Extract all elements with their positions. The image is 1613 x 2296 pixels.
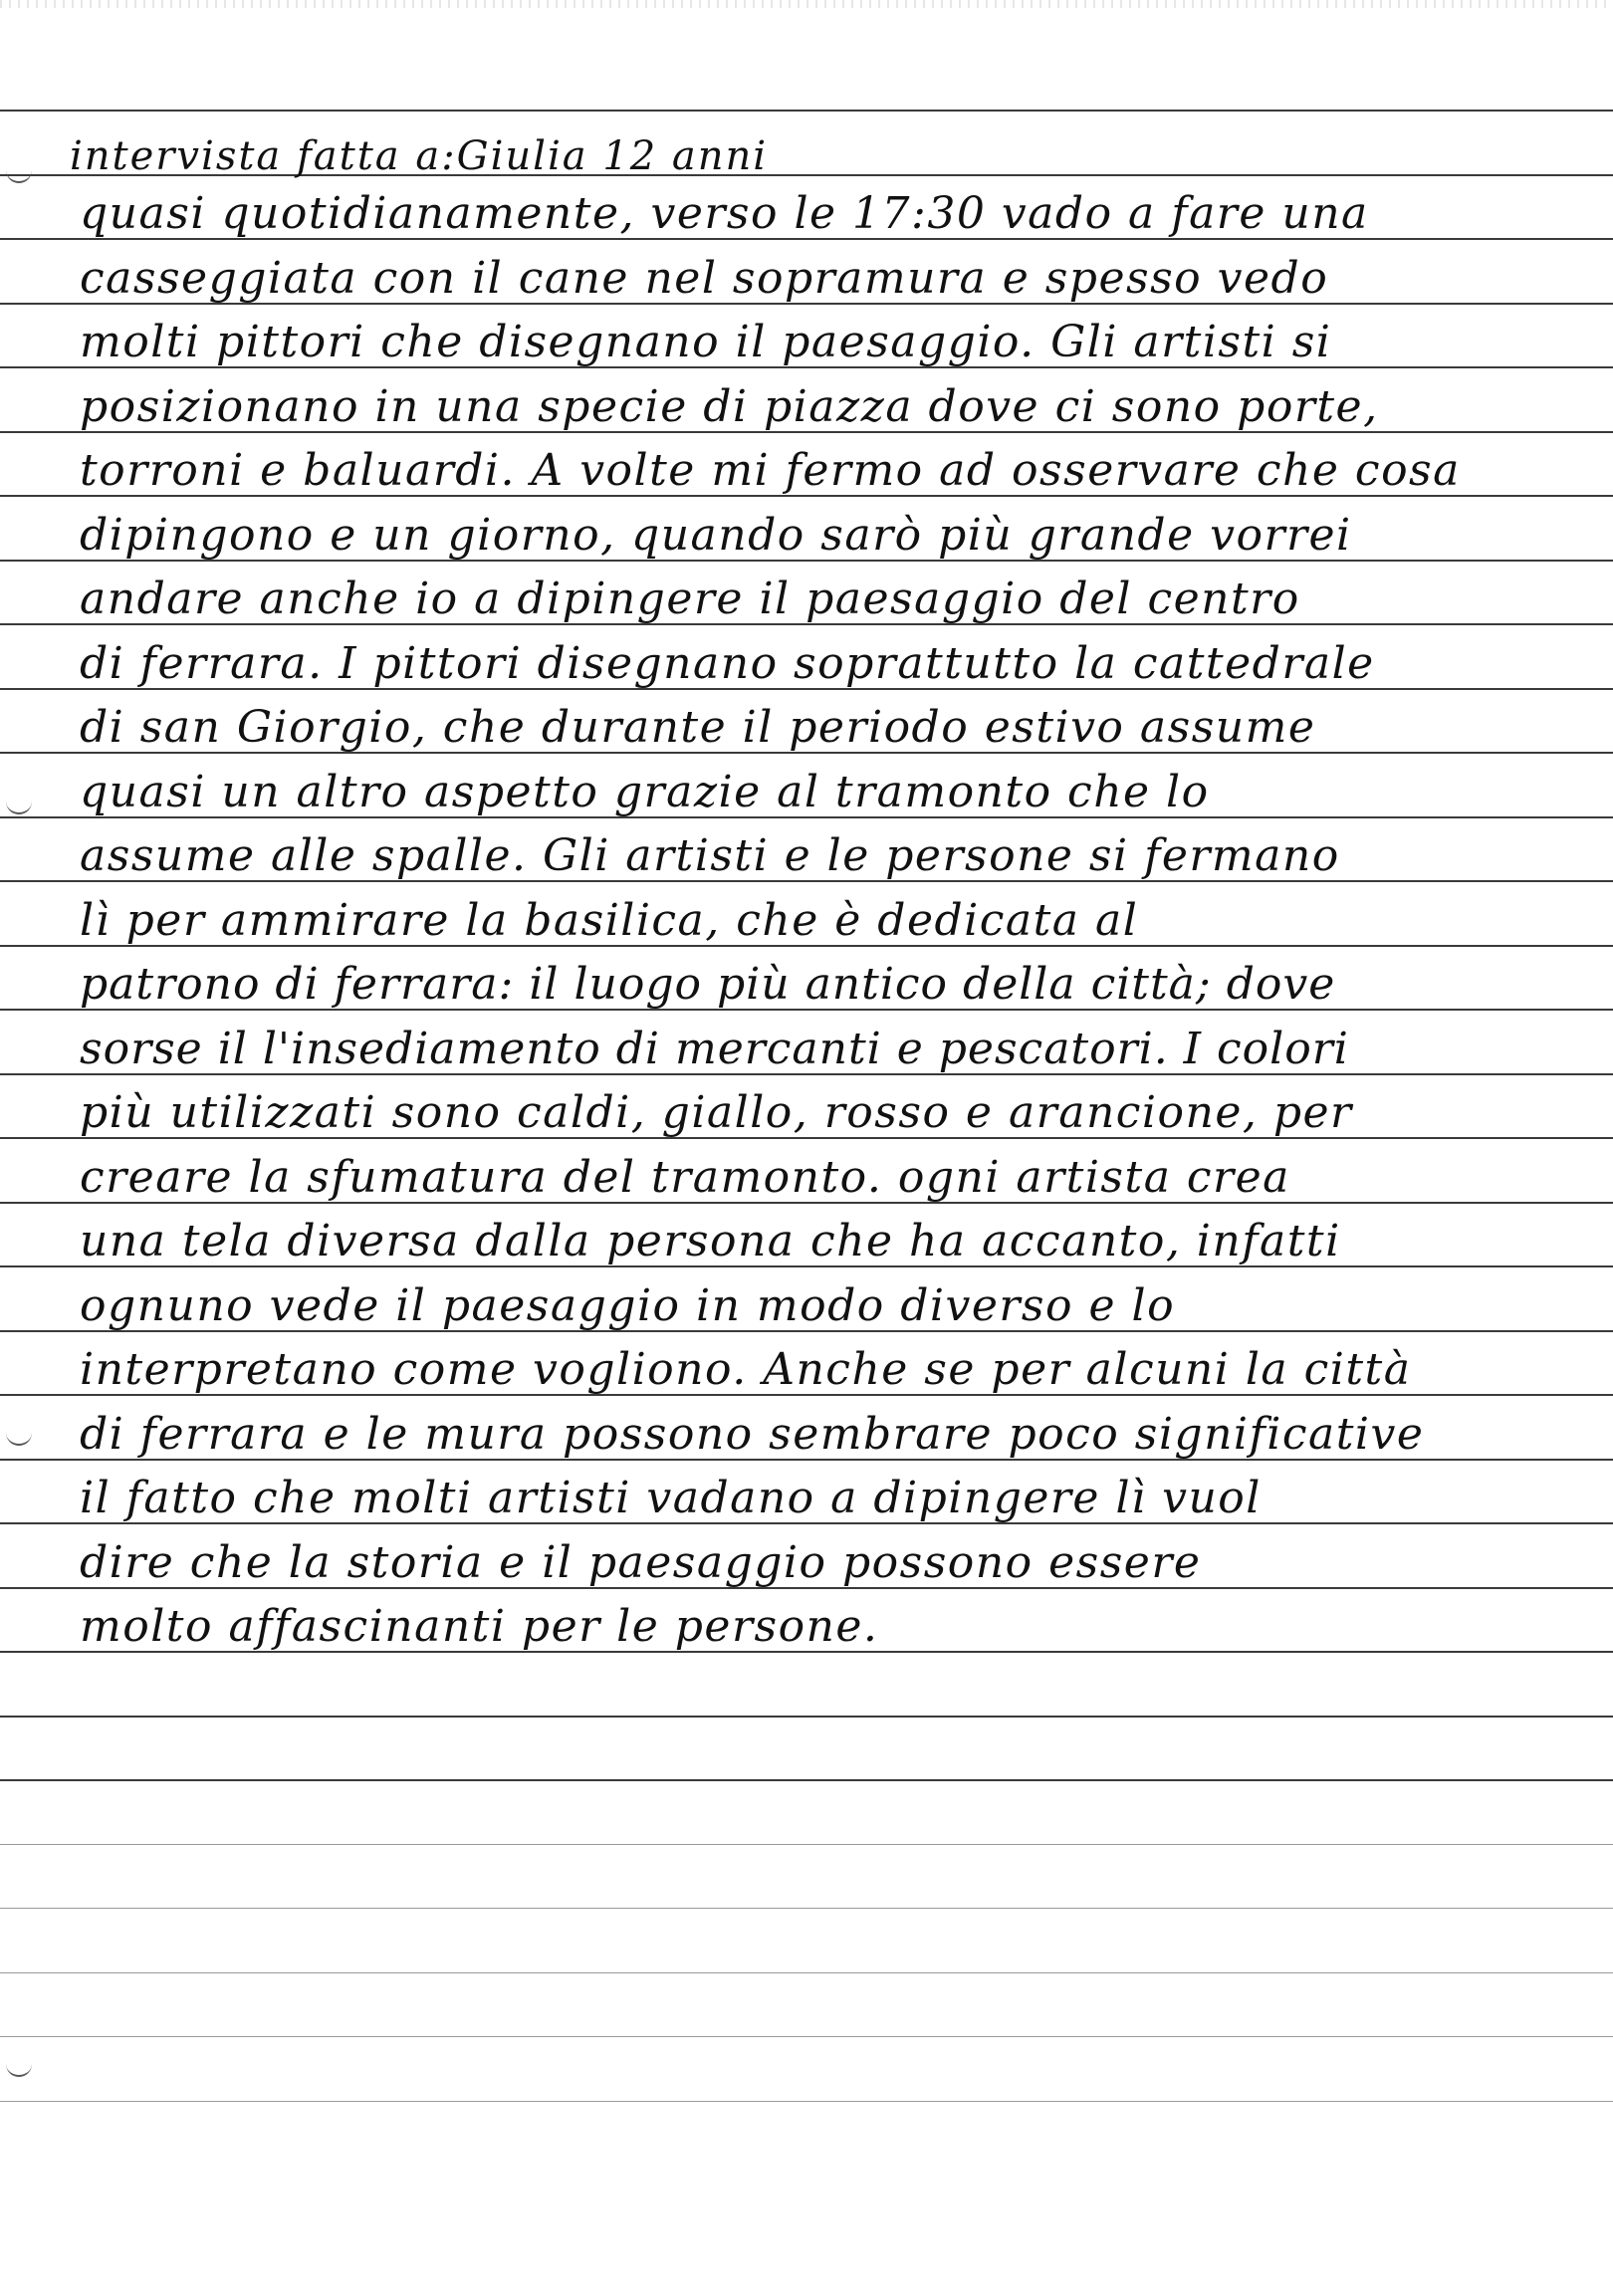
margin-tick xyxy=(6,2061,32,2077)
handwritten-line: di ferrara. I pittori disegnano soprattutto la cattedrale xyxy=(80,637,1375,689)
handwritten-line: dipingono e un giorno, quando sarò più grande vorrei xyxy=(80,509,1352,561)
ruled-line xyxy=(0,1779,1613,1781)
handwritten-line: molti pittori che disegnano il paesaggio. Gli artisti si xyxy=(80,317,1332,367)
ruled-line xyxy=(0,110,1613,112)
handwritten-line: torroni e baluardi. A volte mi fermo ad osservare che cosa xyxy=(80,445,1461,496)
ruled-line xyxy=(0,1844,1613,1845)
handwritten-line: di ferrara e le mura possono sembrare poco significative xyxy=(80,1408,1425,1460)
ruled-line xyxy=(0,2101,1613,2102)
margin-tick xyxy=(6,1430,32,1446)
handwritten-line: creare la sfumatura del tramonto. ogni artista crea xyxy=(80,1151,1290,1203)
handwritten-line: interpretano come vogliono. Anche se per alcuni la città xyxy=(80,1344,1412,1395)
ruled-line xyxy=(0,1972,1613,1973)
handwritten-line: più utilizzati sono caldi, giallo, rosso e arancione, per xyxy=(80,1087,1353,1138)
ruled-line xyxy=(0,2036,1613,2037)
handwritten-line: il fatto che molti artisti vadano a dipingere lì vuol xyxy=(80,1473,1262,1523)
handwritten-line: sorse il l'insediamento di mercanti e pescatori. I colori xyxy=(80,1023,1349,1074)
margin-tick xyxy=(6,167,32,183)
handwritten-line: lì per ammirare la basilica, che è dedicata al xyxy=(80,894,1139,946)
handwritten-line: casseggiata con il cane nel sopramura e spesso vedo xyxy=(80,252,1329,304)
interview-title: intervista fatta a:Giulia 12 anni xyxy=(70,132,769,179)
handwritten-line: quasi un altro aspetto grazie al tramonto che lo xyxy=(80,766,1210,817)
handwritten-line: di san Giorgio, che durante il periodo estivo assume xyxy=(80,702,1316,753)
handwritten-line: andare anche io a dipingere il paesaggio del centro xyxy=(80,574,1300,624)
handwritten-line: assume alle spalle. Gli artisti e le persone si fermano xyxy=(80,830,1340,881)
ruled-line xyxy=(0,1908,1613,1909)
scan-edge-noise xyxy=(0,0,1613,8)
handwritten-line: patrono di ferrara: il luogo più antico della città; dove xyxy=(80,959,1336,1010)
handwritten-line: ognuno vede il paesaggio in modo diverso e lo xyxy=(80,1279,1176,1331)
handwritten-line: posizionano in una specie di piazza dove ci sono porte, xyxy=(80,380,1379,432)
margin-tick xyxy=(6,799,32,814)
handwritten-line: dire che la storia e il paesaggio possono essere xyxy=(80,1536,1202,1588)
handwritten-line: quasi quotidianamente, verso le 17:30 vado a fare una xyxy=(80,188,1369,239)
handwritten-line: molto affascinanti per le persone. xyxy=(80,1601,879,1652)
ruled-line xyxy=(0,1716,1613,1718)
handwritten-line: una tela diversa dalla persona che ha accanto, infatti xyxy=(80,1216,1341,1266)
